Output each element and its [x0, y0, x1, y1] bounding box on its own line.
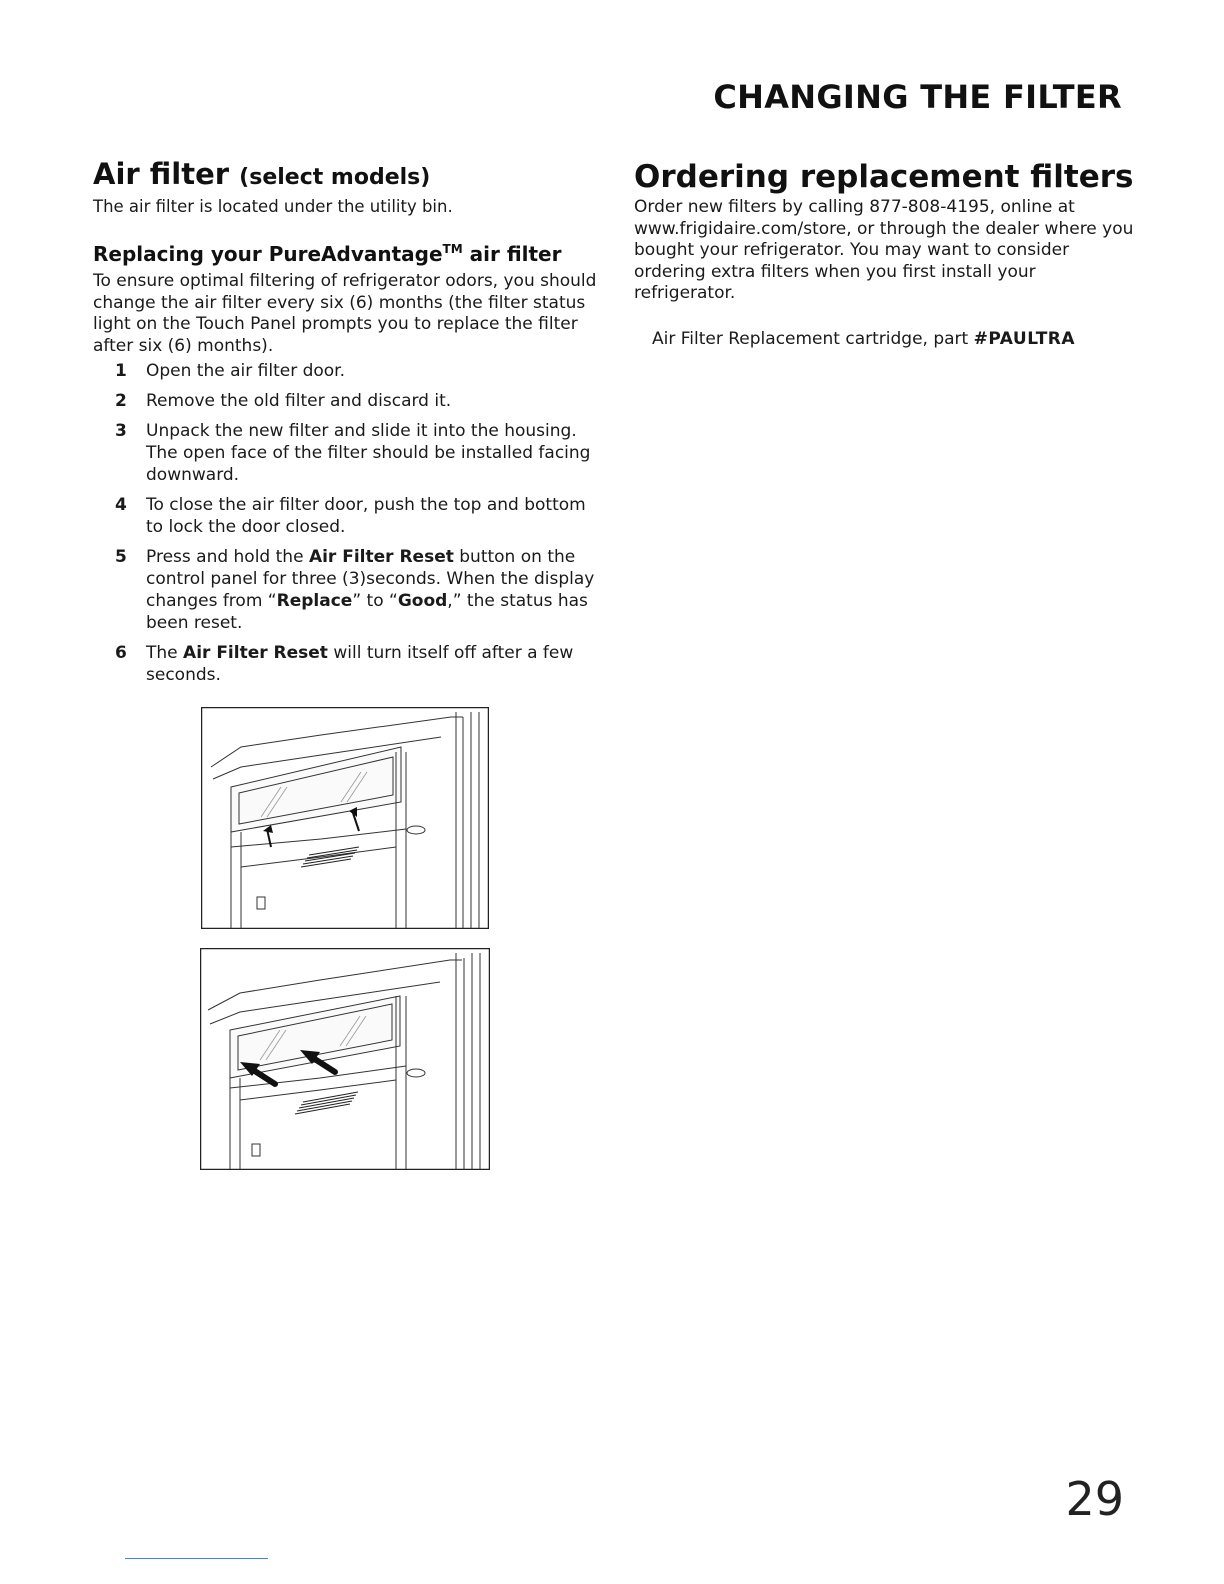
replacing-subheading: Replacing your PureAdvantage™ air filter — [93, 242, 562, 266]
title-suffix: (select models) — [239, 165, 431, 190]
step-item: 1 Open the air filter door. — [115, 361, 346, 381]
step-item: 5 Press and hold the Air Filter Reset button on the control panel for three (3)seconds. When the display changes from “Replace” to “Good,” the status has been reset. — [115, 547, 595, 633]
ordering-paragraph: Order new filters by calling 877-808-4195, online at www.frigidaire.com/store, or through the dealer where you bought your refrigerator. You may want to consider ordering extra filters when you first install your refrigerator. — [634, 197, 1134, 303]
section-title: CHANGING THE FILTER — [713, 78, 1122, 116]
step-list — [93, 360, 603, 686]
step-item: 6 The Air Filter Reset will turn itself off after a few seconds. — [115, 643, 574, 685]
air-filter-title: Air filter (select models) — [93, 157, 431, 191]
illustration-open-door — [201, 707, 489, 929]
illustration-open-door-drawing — [201, 707, 489, 929]
page-number: 29 — [1065, 1472, 1124, 1526]
ordering-title: Ordering replacement filters — [634, 159, 1134, 195]
step-item: 3 Unpack the new filter and slide it into the housing. The open face of the filter should be installed facing downward. — [115, 421, 591, 485]
air-filter-section — [93, 157, 603, 694]
air-filter-intro: The air filter is located under the utility bin. — [93, 197, 453, 216]
illustration-insert-filter-drawing — [200, 948, 490, 1170]
trademark-mark: TM — [442, 242, 463, 256]
ordering-section — [634, 157, 1134, 350]
step-item: 4 To close the air filter door, push the top and bottom to lock the door closed. — [115, 495, 586, 537]
part-number: #PAULTRA — [973, 328, 1076, 349]
footer-divider — [125, 1558, 268, 1559]
step-item: 2 Remove the old filter and discard it. — [115, 391, 452, 411]
illustration-insert-filter — [200, 948, 490, 1170]
replacing-paragraph: To ensure optimal filtering of refrigerator odors, you should change the air filter every six (6) months (the filter status light on the Touch Panel prompts you to replace the filter after six (6) months). — [93, 271, 597, 356]
part-number-line: Air Filter Replacement cartridge, part #PAULTRA — [652, 328, 1076, 349]
